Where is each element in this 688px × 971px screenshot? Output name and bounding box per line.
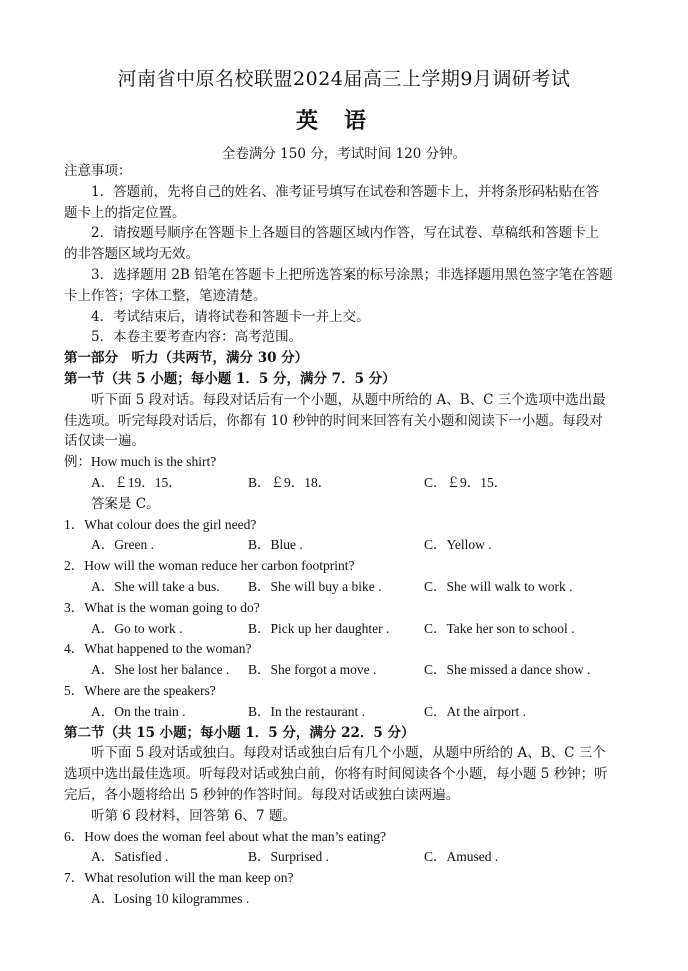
option-a: A．Green . bbox=[91, 537, 154, 553]
question-options bbox=[64, 535, 630, 556]
option-c: C．She will walk to work . bbox=[424, 578, 573, 594]
option-c: C．Amused . bbox=[424, 849, 499, 865]
option-b: B．Surprised . bbox=[248, 849, 329, 865]
option-b: B．She will buy a bike . bbox=[248, 578, 382, 594]
question-options bbox=[64, 619, 630, 640]
question: 5．Where are the speakers? bbox=[64, 682, 216, 698]
example-answer: 答案是 C。 bbox=[91, 495, 160, 512]
option-c: C．￡9．15． bbox=[424, 474, 508, 490]
question: 1．What colour does the girl need? bbox=[64, 516, 257, 532]
instruction-line: 完后，各小题将给出 5 秒钟的作答时间。每段对话或独白读两遍。 bbox=[64, 786, 460, 803]
instruction-line: 选项中选出最佳选项。听每段对话或独白前，你将有时间阅读各个小题，每小题 5 秒钟；听 bbox=[64, 766, 608, 783]
option-b: B．￡9．18． bbox=[248, 474, 332, 490]
question: 3．What is the woman going to do? bbox=[64, 599, 260, 615]
option-a: A．￡19．15． bbox=[91, 474, 182, 490]
instruction-line: 听下面 5 段对话。每段对话后有一个小题，从题中所给的 A、B、C 三个选项中选出最 bbox=[91, 391, 606, 408]
question-options bbox=[64, 577, 630, 598]
exam-title: 河南省中原名校联盟2024届高三上学期9月调研考试 bbox=[117, 68, 571, 90]
notice-heading: 注意事项： bbox=[64, 163, 132, 179]
notice-line: 5．本卷主要考查内容：高考范围。 bbox=[91, 329, 303, 346]
option-a: A．She will take a bus. bbox=[91, 578, 220, 594]
question: 6．How does the woman feel about what the man’s eating? bbox=[64, 828, 387, 844]
notice-line: 的非答题区域均无效。 bbox=[64, 246, 199, 263]
instruction-line: 听下面 5 段对话或独白。每段对话或独白后有几个小题，从题中所给的 A、B、C 三个 bbox=[91, 745, 606, 762]
question: 4．What happened to the woman? bbox=[64, 641, 252, 657]
notice-line: 题卡上的指定位置。 bbox=[64, 204, 186, 221]
option-a: A．Go to work . bbox=[91, 620, 183, 636]
option-a: A．She lost her balance . bbox=[91, 662, 230, 678]
notice-line: 卡上作答；字体工整，笔迹清楚。 bbox=[64, 287, 267, 304]
notice-line: 1．答题前，先将自己的姓名、准考证号填写在试卷和答题卡上，并将条形码粘贴在答 bbox=[91, 183, 600, 200]
option-a: A．Losing 10 kilogrammes . bbox=[91, 890, 250, 906]
question-options bbox=[64, 702, 630, 723]
example-options bbox=[64, 473, 630, 494]
option-b: B．In the restaurant . bbox=[248, 703, 365, 719]
section1-heading: 第一节（共 5 小题；每小题 1．5 分，满分 7．5 分） bbox=[64, 370, 396, 387]
option-b: B．Blue . bbox=[248, 537, 303, 553]
option-b: B．She forgot a move . bbox=[248, 662, 377, 678]
option-c: C．Take her son to school . bbox=[424, 620, 575, 636]
option-a: A．On the train . bbox=[91, 703, 186, 719]
question-options bbox=[64, 660, 630, 681]
exam-meta: 全卷满分 150 分，考试时间 120 分钟。 bbox=[221, 146, 467, 162]
option-c: C．She missed a dance show . bbox=[424, 662, 591, 678]
notice-line: 3．选择题用 2B 铅笔在答题卡上把所选答案的标号涂黑；非选择题用黑色签字笔在答题 bbox=[91, 266, 613, 283]
instruction-line: 话仅读一遍。 bbox=[64, 433, 145, 450]
question-options bbox=[64, 847, 630, 868]
material-note: 听第 6 段材料，回答第 6、7 题。 bbox=[91, 807, 296, 824]
option-b: B．Pick up her daughter . bbox=[248, 620, 390, 636]
question: 7．What resolution will the man keep on? bbox=[64, 870, 294, 886]
option-c: C．Yellow . bbox=[424, 537, 492, 553]
option-c: C．At the airport . bbox=[424, 703, 526, 719]
exam-body bbox=[64, 161, 630, 910]
notice-line: 2．请按题号顺序在答题卡上各题目的答题区域内作答，写在试卷、草稿纸和答题卡上 bbox=[91, 225, 600, 242]
question-options bbox=[64, 889, 630, 910]
part1-heading: 第一部分 听力（共两节，满分 30 分） bbox=[64, 350, 309, 367]
notice-line: 4．考试结束后，请将试卷和答题卡一并上交。 bbox=[91, 308, 370, 325]
example-question: 例：How much is the shirt? bbox=[64, 454, 217, 470]
subject-title: 英语 bbox=[295, 108, 392, 134]
question: 2．How will the woman reduce her carbon footprint? bbox=[64, 558, 355, 574]
instruction-line: 佳选项。听完每段对话后，你都有 10 秒钟的时间来回答有关小题和阅读下一小题。每段对 bbox=[64, 412, 603, 429]
option-a: A．Satisfied . bbox=[91, 849, 169, 865]
section2-heading: 第二节（共 15 小题；每小题 1．5 分，满分 22．5 分） bbox=[64, 724, 415, 741]
